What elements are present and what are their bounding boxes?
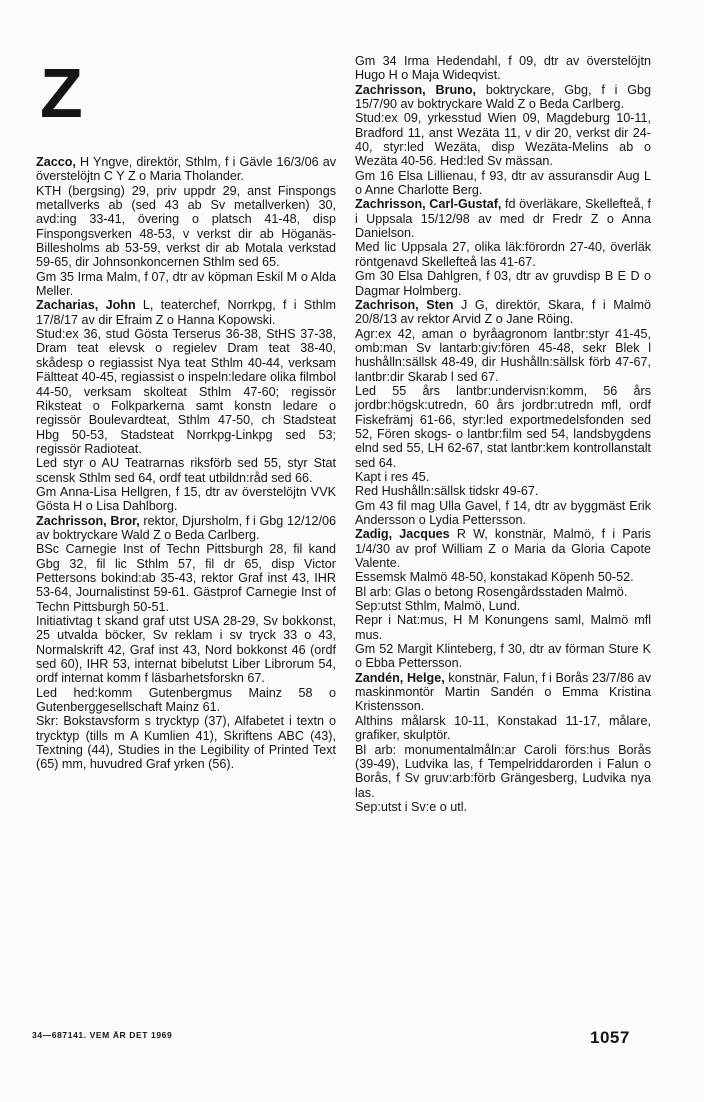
entry-text: fd överläkare, Skellefteå, f i Uppsala 15/12/98 av med dr Fredr Z o Anna Danielson. [355,197,651,241]
left-column [36,155,336,772]
entry-heading-paragraph [355,298,651,327]
entry-text: Skr: Bokstavsform s trycktyp (37), Alfabetet i textn o trycktyp (tills m A Kumlien 41), Skriftens ABC (43), Textning (44), Studies in the Legibility of Printed Text (65) mm, huvudred Graf yrken (56). [36,714,336,772]
entry-text: Gm Anna-Lisa Hellgren, f 15, dtr av överstelöjtn VVK Gösta H o Lisa Dahlborg. [36,484,336,514]
entry-heading-paragraph [36,155,336,184]
entry-text: Gm 52 Margit Klinteberg, f 30, dtr av förman Sture K o Ebba Pettersson. [355,642,651,671]
entry-text: R W, konstnär, Malmö, f i Paris 1/4/30 av prof William Z o Maria da Gloria Capote Valente. [355,527,651,571]
person-name: Zachrison, Sten [355,297,454,312]
entry-text: konstnär, Falun, f i Borås 23/7/86 av maskinmontör Martin Sandén o Emma Kristina Kristensson. [355,670,651,714]
person-name: Zachrisson, Carl-Gustaf, [355,197,502,212]
entry-text: Sep:utst i Sv:e o utl. [355,799,468,814]
entry-text: Med lic Uppsala 27, olika läk:förordn 27-40, överläk röntgenavd Skellefteå las 41-67. [355,240,651,269]
entry-paragraph [355,800,651,814]
entry-text: H Yngve, direktör, Sthlm, f i Gävle 16/3/06 av överstelöjtn C Y Z o Maria Tholander. [36,155,336,184]
entry-paragraph [355,484,651,498]
entry-text: Stud:ex 36, stud Gösta Terserus 36-38, StHS 37-38, Dram teat elevsk o regielev Dram teat 38-40, skådesp o regiassist Nya teat Sthlm 40-44, verksam Fältteat 40-45, regiassist o inspeln:ledare olika filmbol 44-50, verksam skolteat Sthlm 47-60; regissör Riksteat o Folkparkerna samt konstn ledare o regissör Boulevardteat, Sthlm 47-50, ch Stadsteat Hbg 50-53, Stadsteat Norrkpg-Linkpg sed 53; regissör Radioteat. [36,327,336,456]
entry-text: Repr i Nat:mus, H M Konungens saml, Malmö mfl mus. [355,613,651,642]
entry-heading-paragraph [36,514,336,543]
entry-paragraph [36,714,336,771]
print-code: 34—687141. VEM ÄR DET 1969 [32,1030,173,1040]
person-name: Zandén, Helge, [355,670,445,685]
entry-paragraph [36,184,336,270]
entry-paragraph [36,542,336,614]
entry-text: Bl arb: monumentalmåln:ar Caroli förs:hus Borås (39-49), Ludvika las, f Tempelriddarorden i Falun o Borås, f Sv gruv:arb:förb Grängesberg, Ludvika nya las. [355,742,651,800]
entry-text: rektor, Djursholm, f i Gbg 12/12/06 av boktryckare Wald Z o Beda Carlberg. [36,513,336,542]
entry-paragraph [355,169,651,198]
entry-text: Initiativtag t skand graf utst USA 28-29, Sv bokkonst, 25 utvalda böcker, Sv reklam i sv tryck 33 o 43, Normalskrift 42, Graf inst 43, Nord bokkonst 46 (ordf sed 60), IHR 53, internat bibelutst Liber Librorum 54, ordf internat komm f läsbarhetsforskn 67. [36,614,336,686]
entry-text: BSc Carnegie Inst of Techn Pittsburgh 28, fil kand Gbg 32, fil lic Sthlm 57, fil dr 65, disp Victor Pettersons bokind:ab 35-43, rektor Graf inst 43, IHR 53-64, Journalistinst 59-61. Gästprof Carnegie Inst of Techn Pittsburgh 50-51. [36,542,336,614]
entry-paragraph [355,240,651,269]
entry-paragraph [355,111,651,168]
entry-text: Kapt i res 45. [355,469,430,484]
entry-text: Sep:utst Sthlm, Malmö, Lund. [355,599,521,614]
entry-paragraph [355,470,651,484]
entry-text: Gm 43 fil mag Ulla Gavel, f 14, dtr av byggmäst Erik Andersson o Lydia Pettersson. [355,498,651,527]
section-letter: Z [40,54,83,132]
entry-text: Red Hushålln:sällsk tidskr 49-67. [355,484,539,499]
entry-paragraph [355,269,651,298]
entry-paragraph [36,485,336,514]
entry-text: Agr:ex 42, aman o byråagronom lantbr:styr 41-45, omb:man Sv lantarb:giv:fören 45-48, sekr Blek l hushålln:sällsk 48-49, dir Hushålln:sällsk förb 47-67, lantbr:dir Skarab l sed 67. [355,326,651,384]
entry-text: Led styr o AU Teatrarnas riksförb sed 55, styr Stat scensk Sthlm sed 64, ordf teat utbildn:råd sed 66. [36,456,336,485]
entry-text: Led hed:komm Gutenbergmus Mainz 58 o Gutenberggesellschaft Mainz 61. [36,685,336,715]
person-name: Zachrisson, Bruno, [355,82,477,97]
entry-paragraph [355,327,651,384]
entry-heading-paragraph [355,671,651,714]
right-column [355,54,651,814]
entry-text: Althins målarsk 10-11, Konstakad 11-17, målare, grafiker, skulptör. [355,713,651,743]
entry-paragraph [355,714,651,743]
entry-paragraph [36,456,336,485]
entry-heading-paragraph [355,527,651,570]
entry-text: Gm 35 Irma Malm, f 07, dtr av köpman Eskil M o Alda Meller. [36,269,336,299]
entry-text: Stud:ex 09, yrkesstud Wien 09, Magdeburg 10-11, Bradford 11, anst Wezäta 11, v dir 20, verkst dir 24-40, styr:led Wezäta, disp Wezäta-Melins ab o Wezäta 40-56. Hed:led Sv mässan. [355,111,651,169]
entry-paragraph [36,270,336,299]
person-name: Zacharias, John [36,298,136,313]
person-name: Zachrisson, Bror, [36,513,140,528]
entry-text: Bl arb: Glas o betong Rosengårdsstaden Malmö. [355,584,628,599]
entry-text: L, teaterchef, Norrkpg, f i Sthlm 17/8/17 av dir Efraim Z o Hanna Kopowski. [36,298,336,327]
entry-paragraph [355,585,651,599]
entry-heading-paragraph [355,83,651,112]
entry-heading-paragraph [355,197,651,240]
entry-paragraph [36,327,336,456]
entry-paragraph [355,499,651,528]
entry-text: Essemsk Malmö 48-50, konstakad Köpenh 50-52. [355,570,634,585]
entry-text: Gm 30 Elsa Dahlgren, f 03, dtr av gruvdisp B E D o Dagmar Holmberg. [355,269,651,298]
entry-paragraph [355,384,651,470]
entry-paragraph [355,54,651,83]
entry-text: Led 55 års lantbr:undervisn:komm, 56 års jordbr:högsk:utredn, 60 års jordbr:utredn mfl, ordf Fiskefrämj 61-66, styr:led exportmedelsfonden sed 52, Fören skogs- o lantbr:film sed 54, landsbygdens elnd sed 55, LH 62-67, stat lantbr:kem kontrollanstalt sed 64. [355,383,651,470]
person-name: Zacco, [36,155,76,169]
entry-paragraph [355,743,651,800]
entry-paragraph [355,599,651,613]
entry-text: Gm 16 Elsa Lillienau, f 93, dtr av assuransdir Aug L o Anne Charlotte Berg. [355,168,651,198]
person-name: Zadig, Jacques [355,527,450,542]
entry-heading-paragraph [36,298,336,327]
entry-text: Gm 34 Irma Hedendahl, f 09, dtr av överstelöjtn Hugo H o Maja Wideqvist. [355,54,651,83]
entry-paragraph [36,686,336,715]
entry-text: KTH (bergsing) 29, priv uppdr 29, anst Finspongs metallverks ab (sed 43 ab Sv metallverken) 30, avd:ing 33-41, övering o platsch 41-48, disp Finspongsverken 48-53, v verkst dir ab Höganäs-Billesholms ab 53-59, verkst dir ab Motala verkstad 59-65, dir Johnsonkoncernen Sthlm sed 65. [36,183,336,270]
entry-paragraph [355,642,651,671]
page-number: 1057 [590,1028,630,1047]
entry-text: J G, direktör, Skara, f i Malmö 20/8/13 av rektor Arvid Z o Jane Röing. [355,297,651,327]
entry-paragraph [355,613,651,642]
entry-paragraph [355,570,651,584]
entry-text: boktryckare, Gbg, f i Gbg 15/7/90 av boktryckare Wald Z o Beda Carlberg. [355,82,651,112]
entry-paragraph [36,614,336,686]
